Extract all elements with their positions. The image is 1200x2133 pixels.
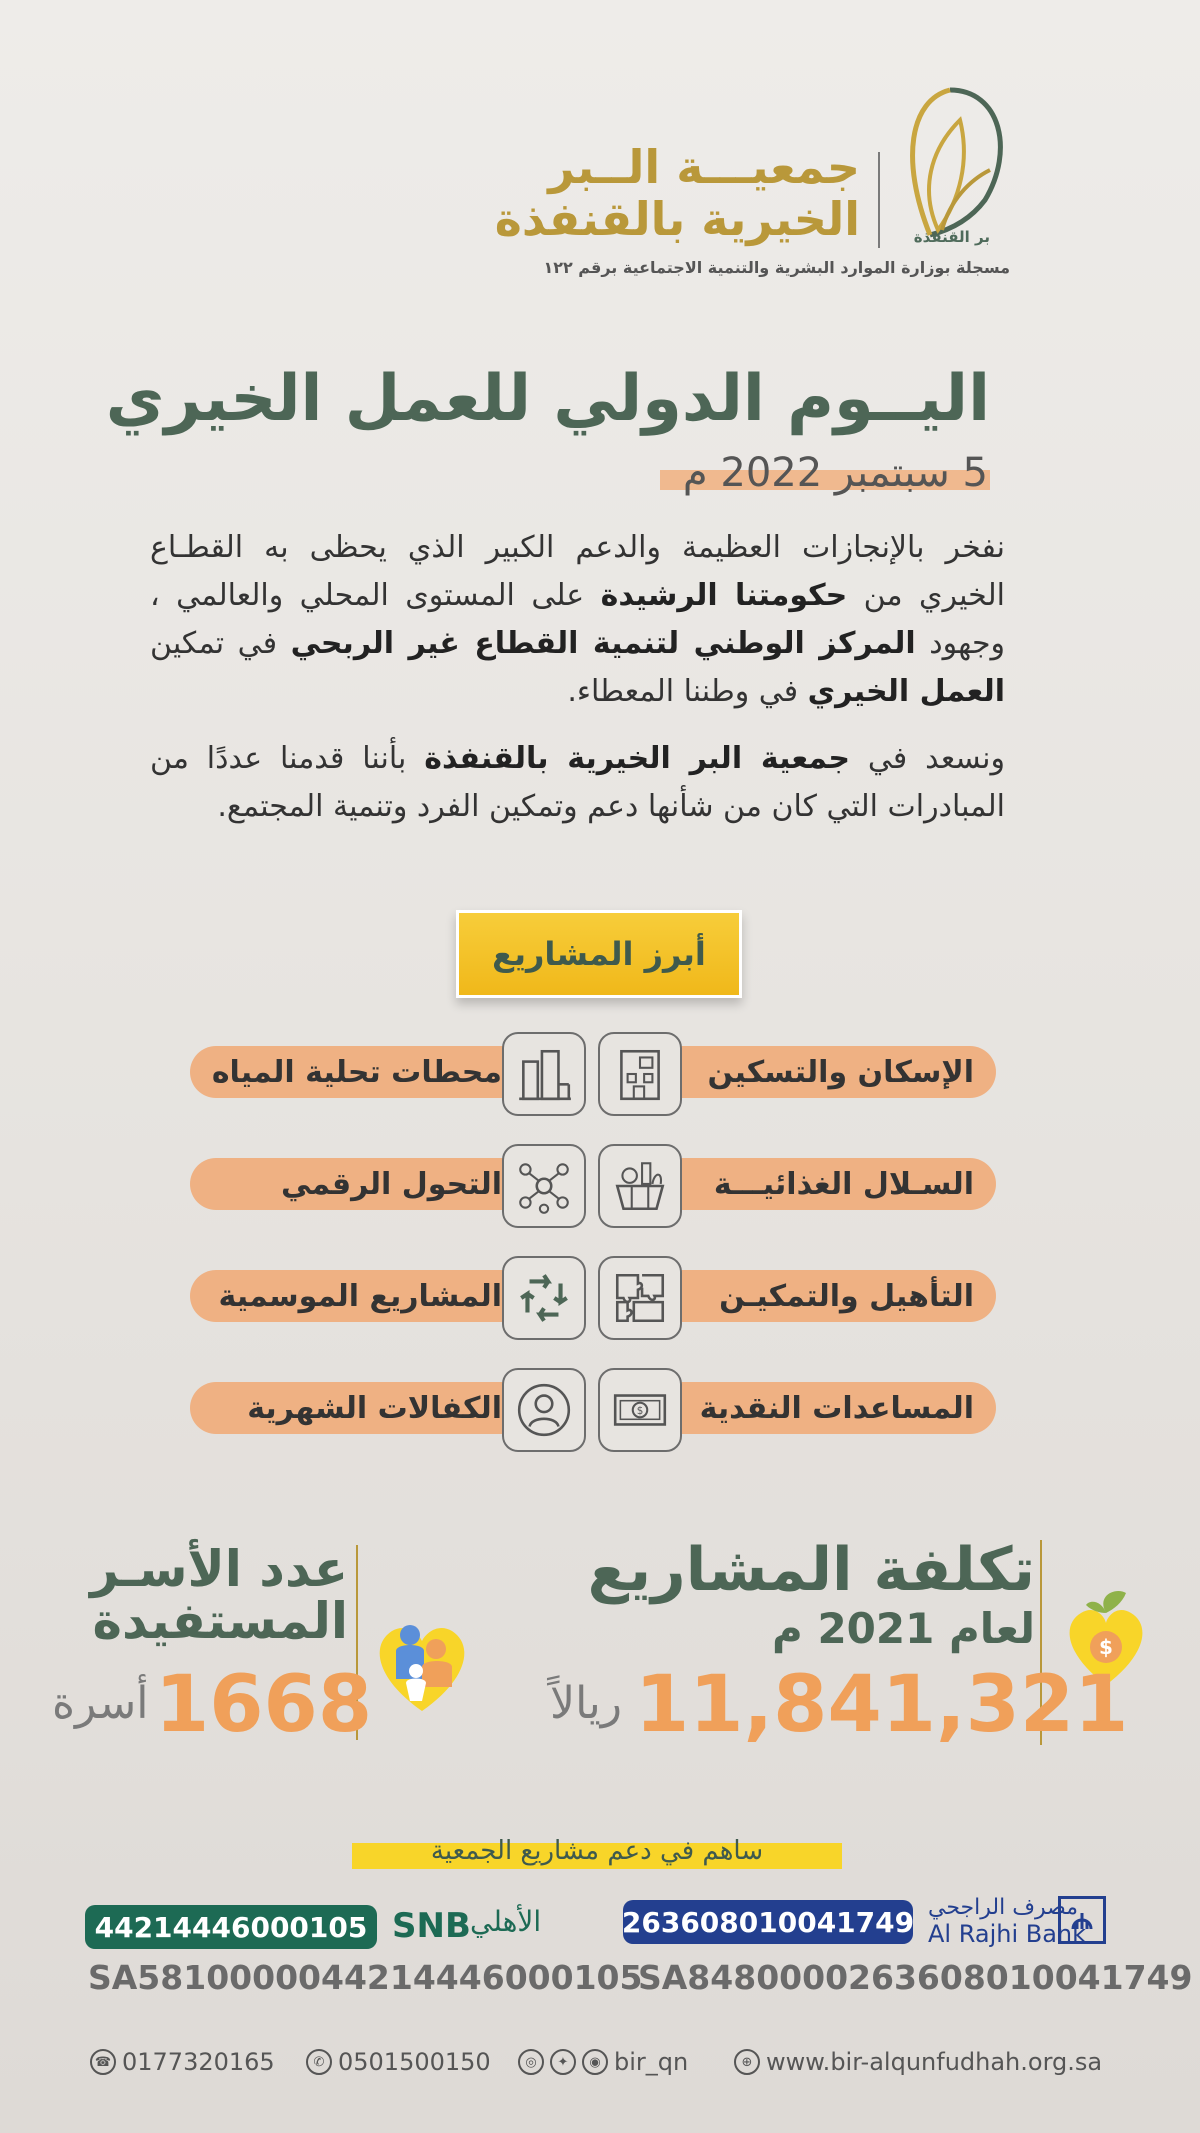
instagram-icon[interactable]: ◉ (582, 2049, 608, 2075)
footer-social[interactable] (518, 2048, 688, 2076)
cycle-arrows-icon (502, 1256, 586, 1340)
footer-website[interactable] (734, 2048, 1102, 2076)
project-food-baskets: السـلال الغذائيـــة (598, 1158, 996, 1210)
snapchat-icon[interactable]: ◎ (518, 2049, 544, 2075)
svg-text:$: $ (636, 1405, 644, 1418)
support-text: ساهم في دعم مشاريع الجمعية (430, 1836, 764, 1866)
food-basket-icon (598, 1144, 682, 1228)
svg-text:$: $ (1099, 1635, 1113, 1659)
body-text: ونسعد في (850, 741, 1005, 776)
project-seasonal: المشاريع الموسمية (190, 1270, 530, 1322)
top-projects-button[interactable]: أبرز المشاريع (456, 910, 742, 998)
cost-title: تكلفة المشاريع (587, 1535, 1035, 1605)
snb-name-ar: الأهلي (470, 1905, 542, 1938)
body-text: في وطننا المعطاء. (567, 674, 808, 709)
achievement-paragraph (150, 735, 1005, 831)
rajhi-name-ar: مصرف الراجحي (928, 1895, 1079, 1920)
logo (494, 80, 1010, 290)
network-icon (502, 1144, 586, 1228)
cost-value: 11,841,321 (635, 1660, 1129, 1750)
body-text: بأننا قدمنا عددًا من المبادرات التي كان من شأنها دعم وتمكين الفرد وتنمية المجتمع. (150, 741, 1005, 824)
cost-unit: ريالاً (550, 1678, 622, 1729)
family-heart-icon (366, 1605, 478, 1717)
puzzle-icon (598, 1256, 682, 1340)
emphasis-text: جمعية البر الخيرية بالقنفذة (424, 741, 851, 776)
water-plant-icon (502, 1032, 586, 1116)
rajhi-iban[interactable]: SA8480000263608010041749 (638, 1958, 1193, 1997)
logo-short-name: بر القنفذة (913, 228, 990, 246)
building-icon (598, 1032, 682, 1116)
logo-name-line2: الخيرية بالقنفذة (494, 192, 860, 246)
project-rehabilitation: التأهيل والتمكيـن (598, 1270, 996, 1322)
logo-divider (878, 152, 880, 248)
project-housing: الإسكان والتسكين (598, 1046, 996, 1098)
body-text: على المستوى المحلي والعالمي ، وجهود (150, 578, 1005, 661)
whatsapp-icon: ✆ (306, 2049, 332, 2075)
emphasis-text: حكومتنا الرشيدة (600, 578, 848, 613)
phone-icon: ☎ (90, 2049, 116, 2075)
logo-name-line1: جمعيـــة الــبر (548, 140, 860, 194)
body-text: في تمكين (150, 626, 291, 661)
whatsapp-text[interactable]: 0501500150 (338, 2048, 491, 2076)
registration-text: مسجلة بوزارة الموارد البشرية والتنمية الاجتماعية برقم ١٢٢ (543, 258, 1010, 277)
social-handle-text[interactable]: bir_qn (614, 2048, 689, 2076)
page-title: اليــوم الدولي للعمل الخيري (105, 362, 990, 436)
emphasis-text: المركز الوطني لتنمية القطاع غير الربحي (290, 626, 916, 661)
families-title-line2: المستفيدة (92, 1592, 348, 1650)
families-value: 1668 (155, 1660, 373, 1750)
project-monthly-sponsorship: الكفالات الشهرية (190, 1382, 530, 1434)
banknote-icon (598, 1368, 682, 1452)
footer-whatsapp[interactable] (306, 2048, 491, 2076)
body-text: نفخر بالإنجازات العظيمة والدعم الكبير الذي يحظى به القطـاع الخيري من (150, 530, 1005, 613)
person-icon (502, 1368, 586, 1452)
snb-iban[interactable]: SA5810000044214446000105 (88, 1958, 643, 1997)
emphasis-text: العمل الخيري (807, 674, 1005, 709)
cost-year: لعام 2021 م (772, 1604, 1035, 1653)
globe-icon: ⊕ (734, 2049, 760, 2075)
snb-account-number[interactable]: 44214446000105 (85, 1905, 377, 1949)
footer-phone[interactable] (90, 2048, 275, 2076)
intro-paragraph (150, 524, 1005, 716)
families-title-line1: عدد الأسـر (90, 1540, 348, 1598)
phone-text[interactable]: 0177320165 (122, 2048, 275, 2076)
date-text: 5 سبتمبر 2022 م (682, 450, 988, 496)
leaf-logo-icon (890, 80, 1010, 250)
website-text[interactable]: www.bir-alqunfudhah.org.sa (766, 2048, 1103, 2076)
rajhi-account-number[interactable]: 263608010041749 (623, 1900, 913, 1944)
project-water-plants: محطات تحلية المياه (190, 1046, 530, 1098)
rajhi-name-en: Al Rajhi Bank (928, 1920, 1087, 1948)
project-cash-aid: المساعدات النقدية (598, 1382, 996, 1434)
twitter-icon[interactable]: ✦ (550, 2049, 576, 2075)
project-digital-transformation: التحول الرقمي (190, 1158, 530, 1210)
snb-name-en: SNB (392, 1906, 471, 1946)
families-unit: أسرة (52, 1678, 149, 1729)
